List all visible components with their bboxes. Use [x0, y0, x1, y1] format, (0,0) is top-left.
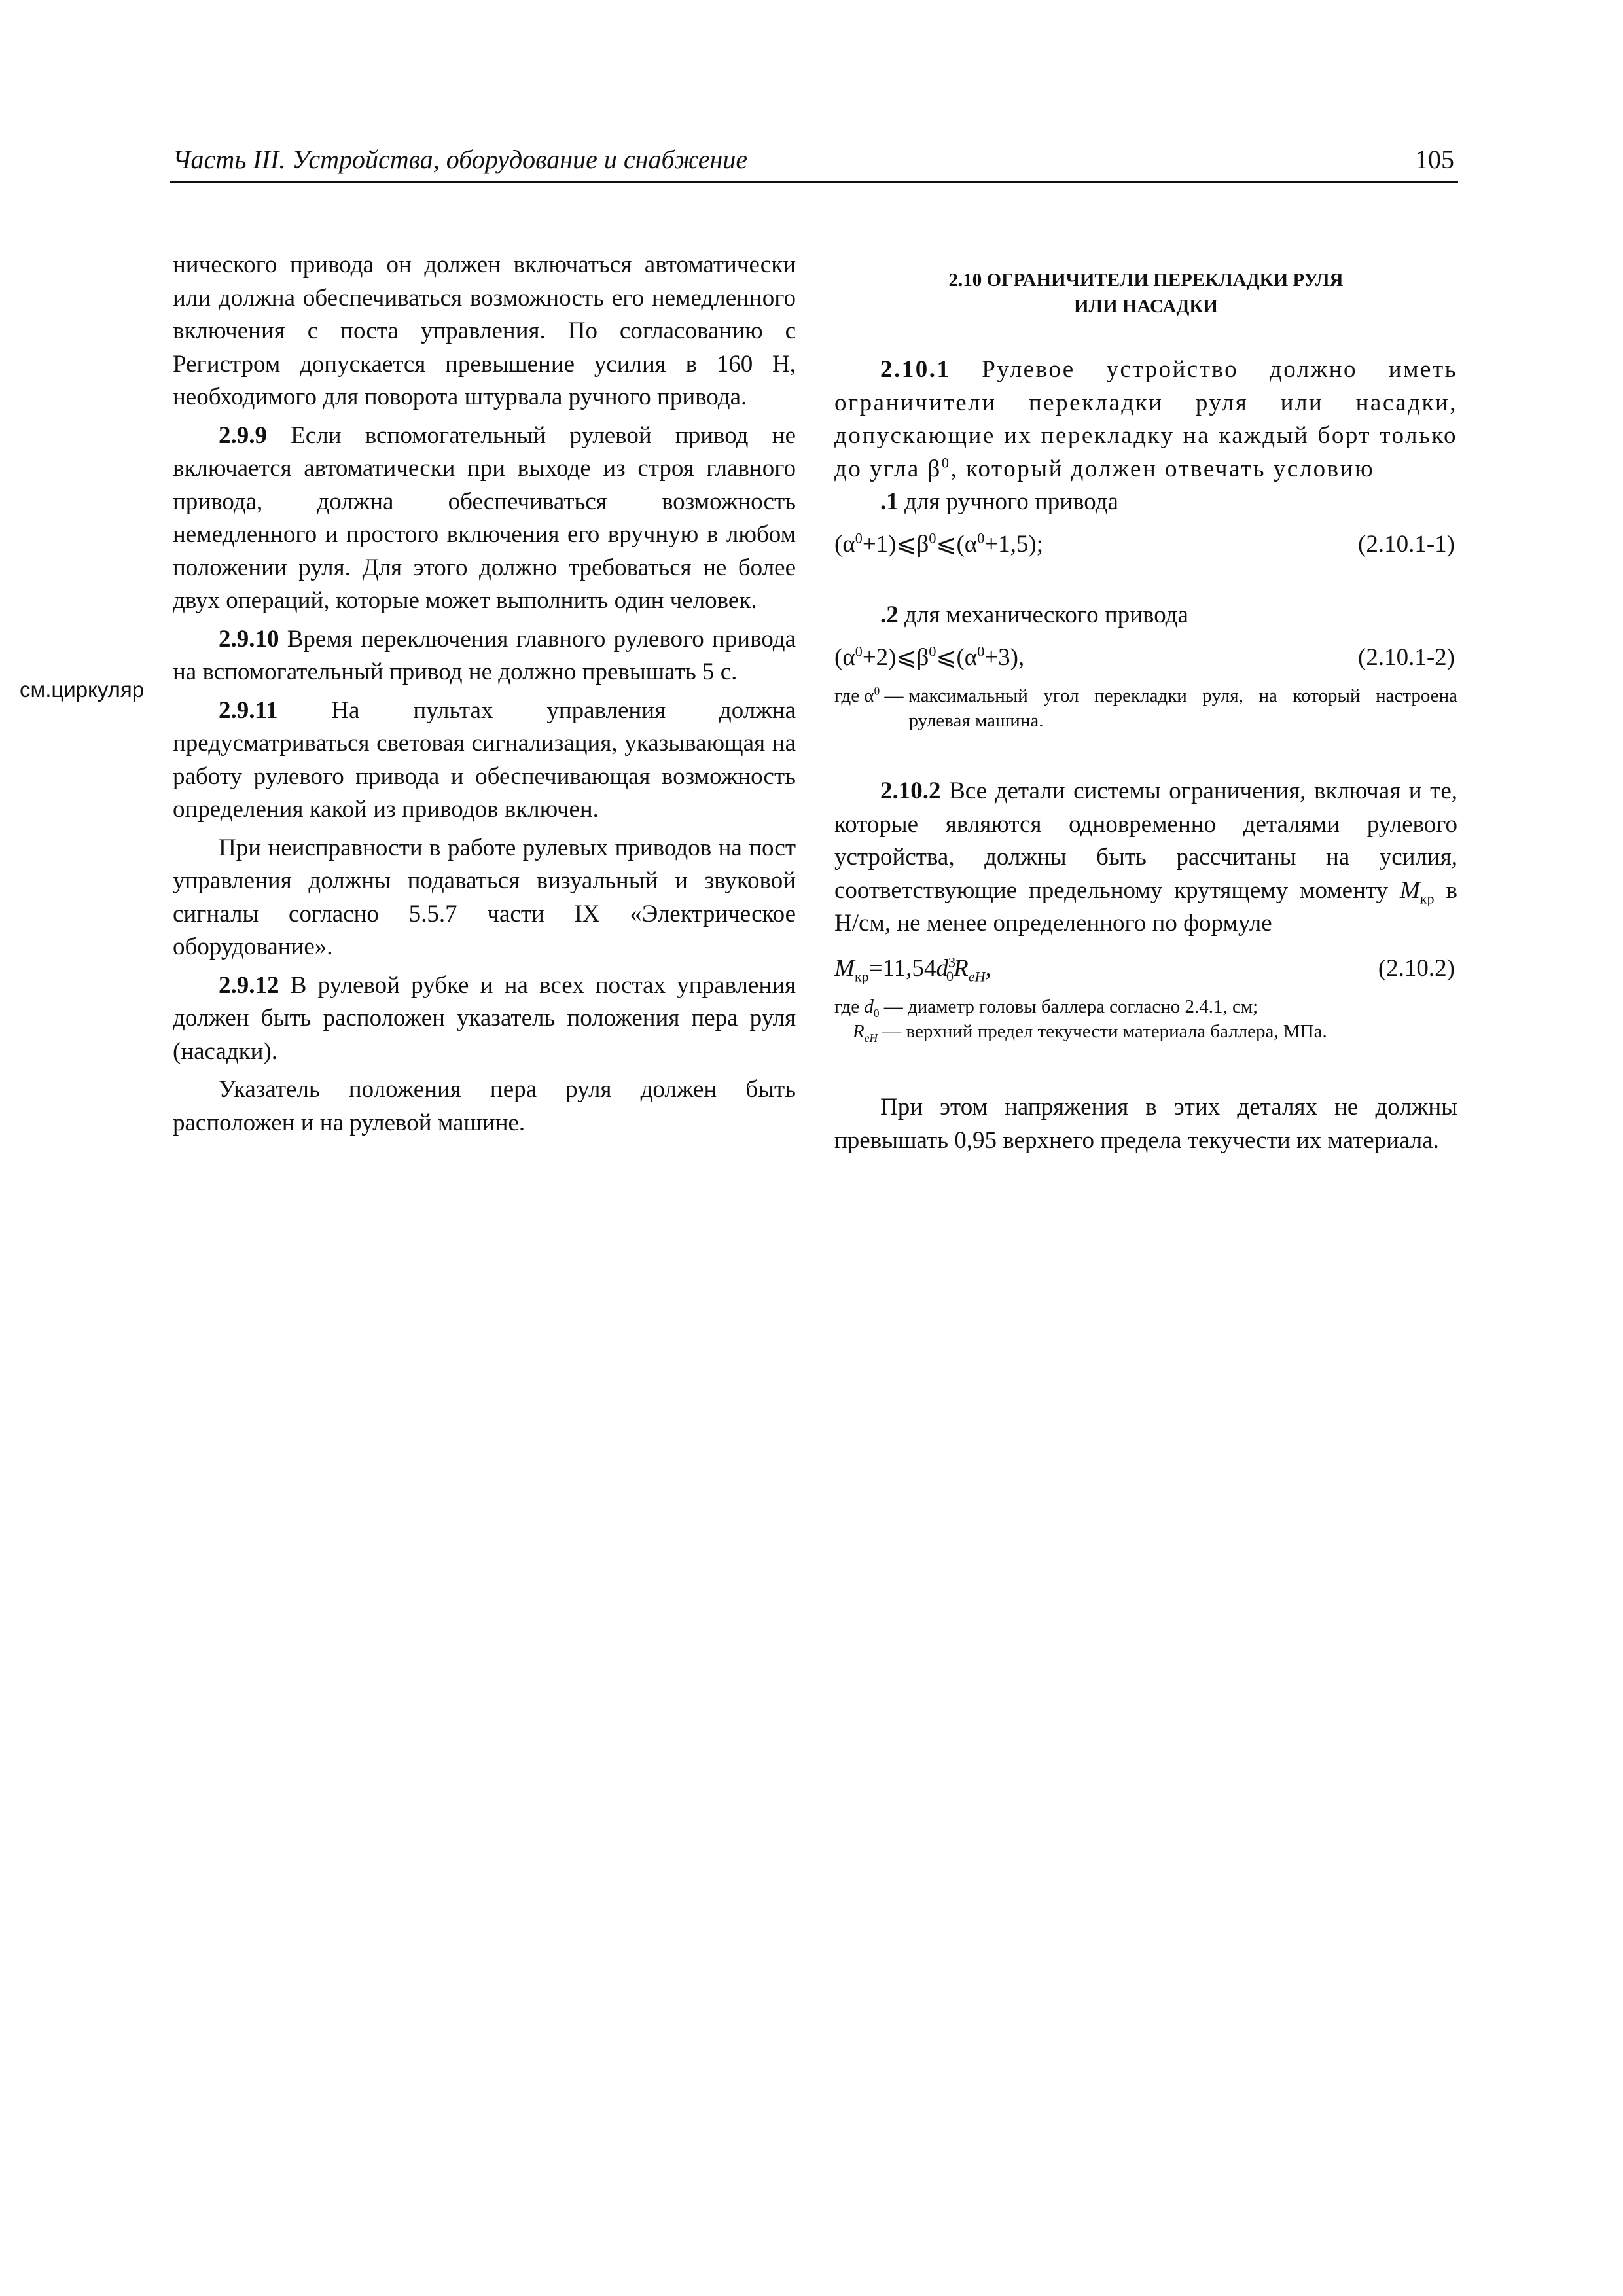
item-number: .1: [880, 488, 899, 515]
formula-body: $(\alpha^0+1)⩽\beta^0⩽(\alpha^0+1,5)$;: [834, 529, 1043, 558]
formula-legend-2: [834, 994, 1457, 1044]
formula-body: $(\alpha^0+2)⩽\beta^0⩽(\alpha^0+3)$,: [834, 643, 1025, 671]
clause-text: В рулевой рубке и на всех постах управления должен быть расположен указатель положения пера руля (насадки).: [173, 971, 796, 1065]
clause-text: На пультах управления должна предусматриваться световая сигнализация, указывающая на работу рулевого привода и обеспечивающая возможность определения какой из приводов включен.: [173, 696, 796, 823]
paragraph-stresses: При этом напряжения в этих деталях не должны превышать 0,95 верхнего предела текучести их материала.: [834, 1094, 1457, 1154]
clause-text: Если вспомогательный рулевой привод не включается автоматически при выходе из строя главного привода, должна обеспечиваться возможность немедленного и простого включения его вручную в любом положении руля. Для этого должно требоваться не более двух операций, которые может выполнить один человек.: [173, 422, 796, 614]
legend-label: где $\alpha^0$ —: [834, 684, 904, 706]
formula-number: (2.10.1-2): [1358, 643, 1455, 671]
paragraph-2-10-1: [834, 353, 1457, 486]
running-title: Часть III. Устройства, оборудование и снабжение: [173, 145, 748, 174]
section-heading-line-2: ИЛИ НАСАДКИ: [1073, 296, 1218, 317]
section-heading: [834, 267, 1457, 319]
formula-legend: [834, 683, 1457, 733]
formula-2-10-1-1: [834, 528, 1457, 562]
clause-number: 2.10.1: [880, 356, 951, 383]
formula-2-10-2: [834, 952, 1457, 986]
paragraph-2-10-2: 2.10.2 Все детали системы ограничения, включая и те, которые являются одновременно деталями рулевого устройства, должны быть рассчитаны на усилия, соответствующие предельному крутящему моменту $M_{кр}$ в Н/см, не менее определенного по формуле: [834, 778, 1458, 937]
clause-number: 2.9.9: [219, 422, 267, 449]
clause-text: Время переключения главного рулевого привода на вспомогательный привод не должно превышать 5 с.: [173, 625, 796, 685]
item-number: .2: [880, 601, 899, 628]
legend-line-reh: $R_{eH}$ — верхний предел текучести материала баллера, МПа.: [853, 1021, 1327, 1045]
paragraph-2-9-11: [173, 694, 796, 827]
legend-line-d0: где $d_0$ — диаметр головы баллера согласно 2.4.1, см;: [834, 996, 1258, 1020]
formula-2-10-1-2: [834, 641, 1457, 675]
formula-number: (2.10.1-1): [1358, 530, 1455, 558]
margin-note: см.циркуляр: [20, 677, 145, 702]
clause-number: 2.10.2: [880, 778, 941, 804]
section-heading-line-1: 2.10 ОГРАНИЧИТЕЛИ ПЕРЕКЛАДКИ РУЛЯ: [948, 270, 1344, 291]
item-text: для ручного привода: [904, 488, 1118, 515]
paragraph-indicator: Указатель положения пера руля должен быть расположен и на рулевой машине.: [173, 1076, 796, 1136]
paragraph-2-9-12: [173, 969, 796, 1069]
item-text: для механического привода: [904, 601, 1188, 628]
paragraph-2-9-10: [173, 623, 796, 689]
item-manual-drive: [834, 486, 1457, 519]
formula-number: (2.10.2): [1378, 954, 1455, 982]
right-column: [834, 249, 1457, 1157]
paragraph-2-9-9: [173, 420, 796, 618]
paragraph-continued: нического привода он должен включаться автоматически или должна обеспечиваться возможность его немедленного включения с поста управления. По согласованию с Регистром допускается превышение усилия в 160 Н, необходимого для поворота штурвала ручного привода.: [173, 251, 796, 410]
paragraph-malfunction: При неисправности в работе рулевых приводов на пост управления должны подаваться визуальный и звуковой сигналы согласно 5.5.7 части IX «Электрическое оборудование».: [173, 834, 796, 960]
clause-number: 2.9.12: [219, 971, 279, 999]
legend-text: максимальный угол перекладки руля, на который настроена рулевая машина.: [908, 685, 1457, 731]
page-header: [170, 143, 1458, 183]
clause-text-tail: , который должен отвечать условию: [950, 455, 1375, 482]
superscript: 0: [941, 454, 951, 471]
formula-body: $M_{кр}=11,54d^3_0R_{eH}$,: [834, 954, 991, 984]
left-column: [173, 249, 796, 1139]
clause-text: Все детали системы ограничения, включая и те, которые являются одновременно деталями рулевого устройства, должны быть рассчитаны на усилия, соответствующие предельному крутящему моменту: [834, 778, 1458, 904]
clause-text: Рулевое устройство должно иметь ограничители перекладки руля или насадки, допускающие их перекладку на каждый борт только до угла β: [834, 356, 1457, 482]
clause-number: 2.9.10: [219, 625, 279, 653]
clause-number: 2.9.11: [219, 696, 278, 724]
page-number: 105: [1415, 145, 1454, 174]
item-mechanical-drive: [834, 599, 1457, 632]
